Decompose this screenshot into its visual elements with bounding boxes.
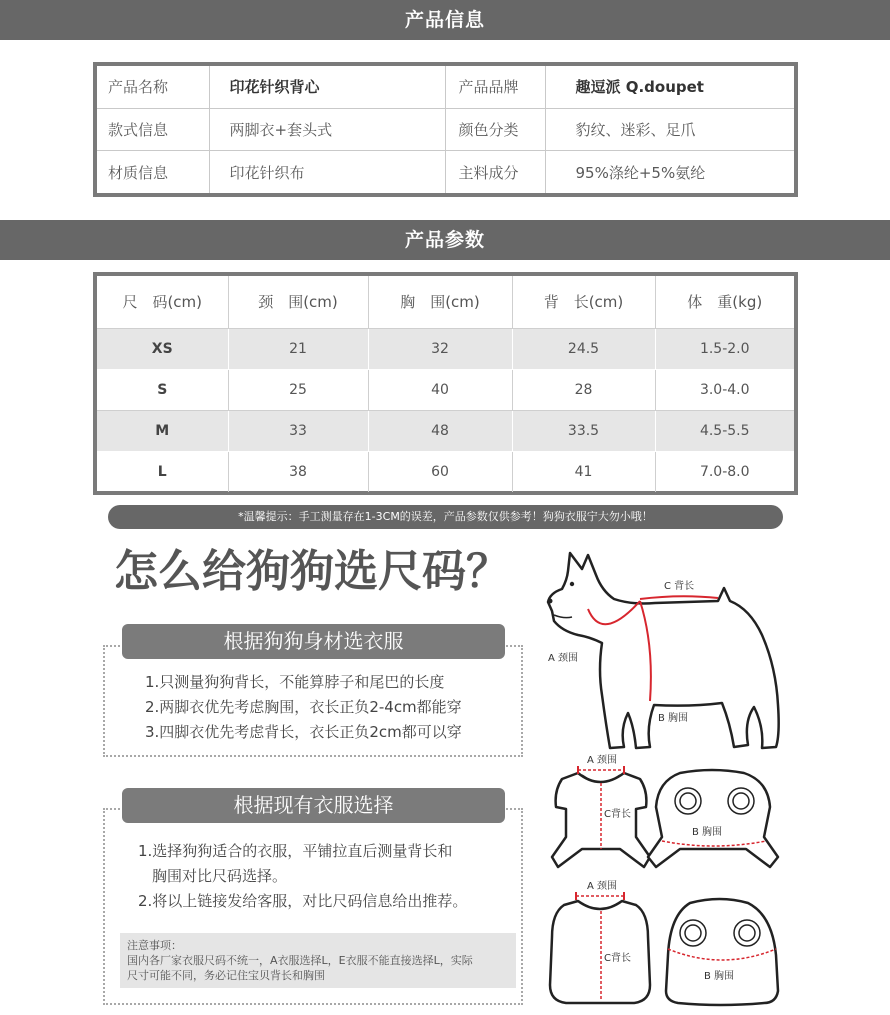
info-label: 材质信息 bbox=[97, 151, 209, 193]
garment-outline bbox=[648, 770, 778, 867]
info-label: 款式信息 bbox=[97, 108, 209, 151]
dog-eye bbox=[570, 582, 574, 586]
chest-cell: 32 bbox=[368, 328, 512, 369]
vest-outline bbox=[666, 899, 778, 1005]
size-guide-heading: 怎么给狗狗选尺码？ bbox=[114, 546, 510, 597]
back-length-label: C背长 bbox=[604, 953, 631, 964]
table-row bbox=[97, 410, 794, 451]
weight-cell: 7.0-8.0 bbox=[655, 451, 794, 492]
dog-nose bbox=[548, 599, 553, 604]
back-measure-line bbox=[640, 596, 718, 599]
size-cell: XS bbox=[97, 328, 228, 369]
chest-cell: 48 bbox=[368, 410, 512, 451]
size-chart-header bbox=[97, 276, 794, 328]
material-value: 印花针织布 bbox=[209, 151, 445, 193]
info-label: 产品品牌 bbox=[445, 66, 545, 108]
product-params-banner: 产品参数 bbox=[0, 220, 890, 260]
color-value: 豹纹、迷彩、足爪 bbox=[545, 108, 794, 151]
size-cell: M bbox=[97, 410, 228, 451]
column-header: 胸 围(cm) bbox=[368, 276, 512, 328]
guide-item: 胸围对比尺码选择。 bbox=[152, 867, 288, 885]
info-label: 产品名称 bbox=[97, 66, 209, 108]
guide-item: 1.只测量狗狗背长，不能算脖子和尾巴的长度 bbox=[145, 673, 445, 691]
chest-cell: 60 bbox=[368, 451, 512, 492]
column-header: 尺 码(cm) bbox=[97, 276, 228, 328]
vest-outline bbox=[550, 901, 650, 1003]
neck-cell: 38 bbox=[228, 451, 368, 492]
chest-girth-label: B 胸围 bbox=[704, 971, 735, 982]
info-label: 颜色分类 bbox=[445, 108, 545, 151]
size-chart-table bbox=[93, 272, 798, 495]
two-leg-garment-front bbox=[552, 754, 650, 867]
chest-girth-label: B 胸围 bbox=[692, 827, 723, 838]
back-length-label: C背长 bbox=[604, 809, 631, 820]
weight-cell: 1.5-2.0 bbox=[655, 328, 794, 369]
notice-line: 尺寸可能不同，务必记住宝贝背长和胸围 bbox=[127, 969, 325, 982]
back-cell: 28 bbox=[512, 369, 655, 410]
column-header: 体 重(kg) bbox=[655, 276, 794, 328]
neck-cell: 21 bbox=[228, 328, 368, 369]
product-name-value: 印花针织背心 bbox=[209, 66, 445, 108]
info-row bbox=[97, 108, 794, 151]
chest-cell: 40 bbox=[368, 369, 512, 410]
neck-cell: 33 bbox=[228, 410, 368, 451]
back-length-label: C 背长 bbox=[664, 581, 695, 592]
guide-item: 1.选择狗狗适合的衣服，平铺拉直后测量背长和 bbox=[138, 842, 453, 860]
notice-box bbox=[120, 933, 516, 988]
back-cell: 33.5 bbox=[512, 410, 655, 451]
size-cell: S bbox=[97, 369, 228, 410]
guide-item: 2.将以上链接发给客服，对比尺码信息给出推荐。 bbox=[138, 892, 468, 910]
info-label: 主料成分 bbox=[445, 151, 545, 193]
weight-cell: 3.0-4.0 bbox=[655, 369, 794, 410]
back-cell: 24.5 bbox=[512, 328, 655, 369]
neck-girth-label: A 颈围 bbox=[587, 755, 618, 766]
notice-line: 国内各厂家衣服尺码不统一，A衣服选择L，E衣服不能直接选择L，实际 bbox=[127, 954, 473, 967]
chest-girth-label: B 胸围 bbox=[658, 713, 689, 724]
dog-illustration bbox=[548, 553, 779, 748]
table-row bbox=[97, 369, 794, 410]
by-clothes-title: 根据现有衣服选择 bbox=[122, 788, 505, 823]
vest-front bbox=[550, 880, 650, 1003]
measurement-diagram bbox=[540, 545, 790, 1010]
size-cell: L bbox=[97, 451, 228, 492]
notice-title: 注意事项： bbox=[127, 939, 182, 952]
product-info-banner: 产品信息 bbox=[0, 0, 890, 40]
vest-back bbox=[666, 899, 778, 1005]
brand-value: 趣逗派 Q.doupet bbox=[545, 66, 794, 108]
neck-girth-label: A 颈围 bbox=[548, 653, 579, 664]
info-row bbox=[97, 151, 794, 193]
guide-item: 3.四脚衣优先考虑背长，衣长正负2cm都可以穿 bbox=[145, 723, 462, 741]
style-value: 两脚衣+套头式 bbox=[209, 108, 445, 151]
neck-cell: 25 bbox=[228, 369, 368, 410]
column-header: 颈 围(cm) bbox=[228, 276, 368, 328]
table-row bbox=[97, 328, 794, 369]
info-row bbox=[97, 66, 794, 108]
two-leg-garment-back bbox=[648, 770, 778, 867]
guide-item: 2.两脚衣优先考虑胸围，衣长正负2-4cm都能穿 bbox=[145, 698, 462, 716]
by-body-title: 根据狗狗身材选衣服 bbox=[122, 624, 505, 659]
product-info-table bbox=[93, 62, 798, 197]
composition-value: 95%涤纶+5%氨纶 bbox=[545, 151, 794, 193]
table-row bbox=[97, 451, 794, 492]
measurement-tip: *温馨提示：手工测量存在1-3CM的误差，产品参数仅供参考！狗狗衣服宁大勿小哦！ bbox=[108, 505, 783, 529]
back-cell: 41 bbox=[512, 451, 655, 492]
neck-girth-label: A 颈围 bbox=[587, 881, 618, 892]
weight-cell: 4.5-5.5 bbox=[655, 410, 794, 451]
column-header: 背 长(cm) bbox=[512, 276, 655, 328]
